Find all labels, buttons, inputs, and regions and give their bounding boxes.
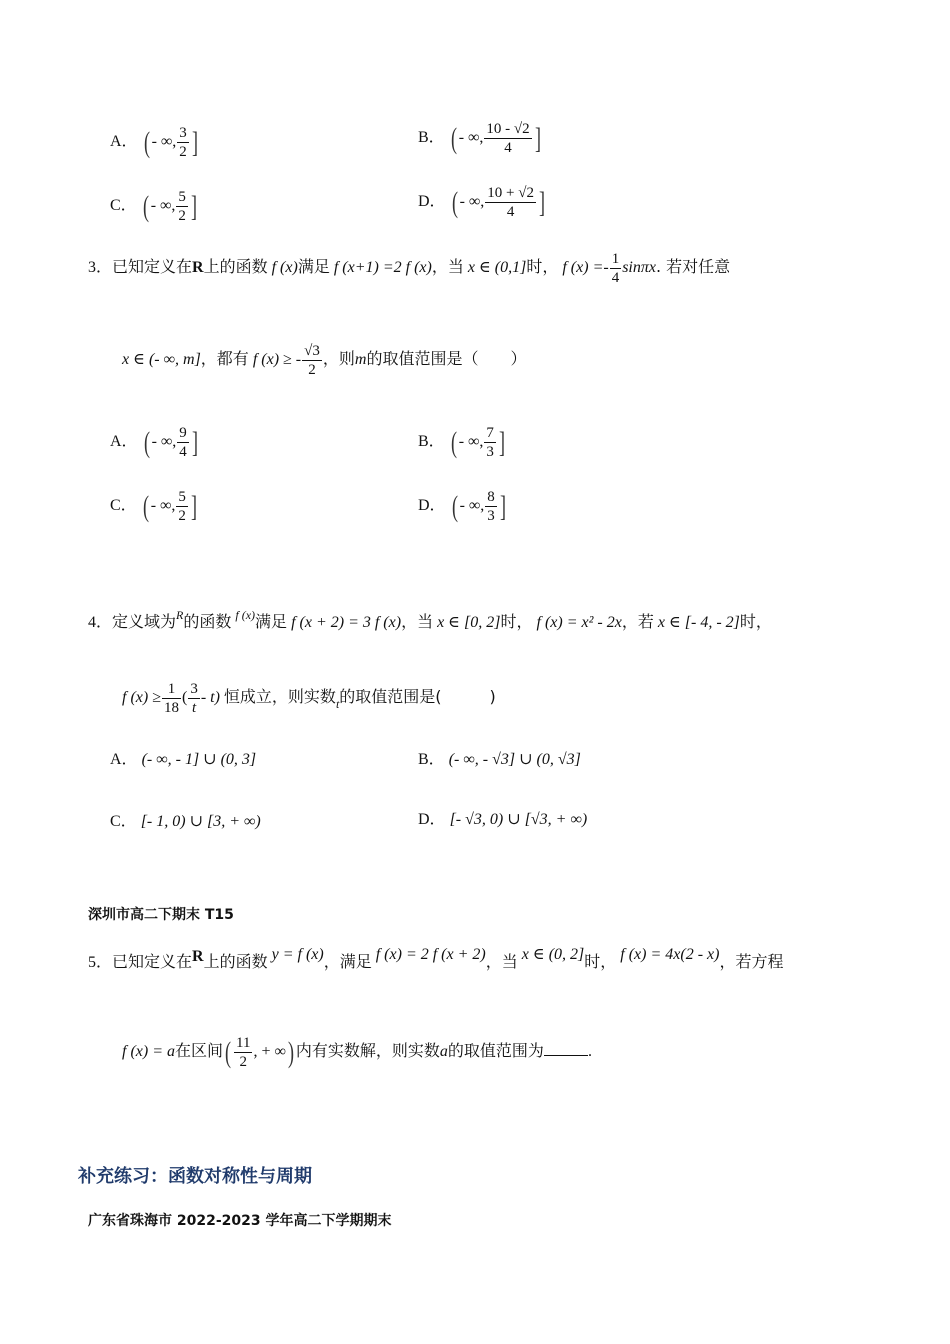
fraction: $\frac{5}{2}$ (178, 489, 186, 524)
q3-stem-line2: x ∈ (- ∞, m]，都有 f (x) ≥ - $\frac{√3}{2}$ ，则m的取值范围是（ ） (122, 343, 527, 378)
q4-option-d[interactable]: D． [- √3, 0) ∪ [√3, + ∞) (418, 811, 588, 828)
fraction: $\frac{9}{4}$ (179, 425, 187, 460)
q2-option-a[interactable]: A． ( - ∞, $\frac{3}{2}$ ] (110, 125, 198, 160)
q3-option-a[interactable]: A． ( - ∞, $\frac{9}{4}$ ] (110, 425, 198, 460)
fraction: $\frac{11}{2}$ (236, 1035, 251, 1070)
option-label: A． (110, 751, 138, 768)
q3-option-d[interactable]: D． ( - ∞, $\frac{8}{3}$ ] (418, 489, 506, 524)
option-label: C． (110, 813, 137, 830)
fraction: $\frac{5}{2}$ (178, 189, 186, 224)
source-label: 广东省珠海市 2022-2023 学年高二下学期期末 (88, 1213, 392, 1229)
q5-stem-line1: 5．已知定义在R上的函数 y = f (x)，满足 f (x) = 2 f (x + 2)，当 x ∈ (0, 2]时， f (x) = 4x(2 - x)，若方程 (88, 946, 784, 971)
option-label: D． (418, 811, 446, 828)
source-label: 深圳市高二下期末 T15 (88, 907, 234, 923)
q4-option-a[interactable]: A． (- ∞, - 1] ∪ (0, 3] (110, 751, 257, 768)
fraction: $\frac{√3}{2}$ (304, 343, 320, 378)
q4-option-c[interactable]: C． [- 1, 0) ∪ [3, + ∞) (110, 813, 261, 830)
option-label: D． (418, 497, 446, 515)
fraction: $\frac{7}{3}$ (486, 425, 494, 460)
option-label: B． (418, 433, 445, 451)
q3-stem-line1: 3．已知定义在R上的函数 f (x)满足 f (x+1) =2 f (x)，当 x ∈ (0,1]时， f (x) =- $\frac{1}{4}$ sinπx. 若对任意 (88, 251, 731, 286)
q2-option-b[interactable]: B． ( - ∞, $\frac{10 - √2}{4}$ ] (418, 121, 541, 156)
option-label: A． (110, 133, 138, 151)
q4-stem-line1: 4．定义域为$^R$的函数 $^{f (x)}$满足 f (x + 2) = 3 f (x)，当 x ∈ [0, 2]时， f (x) = x² - 2x，若 x ∈ [- 4, - 2]时， (88, 608, 772, 631)
q5-stem-line2: f (x) = a在区间( $\frac{11}{2}$ , + ∞) 内有实数解，则实数a的取值范围为 . (122, 1035, 592, 1070)
fraction: $\frac{10 - √2}{4}$ (486, 121, 530, 156)
fraction: $\frac{1}{4}$ (611, 251, 620, 286)
option-label: B． (418, 129, 445, 147)
q2-option-c[interactable]: C． ( - ∞, $\frac{5}{2}$ ] (110, 189, 197, 224)
fraction: $\frac{1}{18}$ (163, 681, 179, 716)
fraction: $\frac{3}{2}$ (179, 125, 187, 160)
section-title: 补充练习：函数对称性与周期 (78, 1166, 312, 1187)
q4-option-b[interactable]: B． (- ∞, - √3] ∪ (0, √3] (418, 751, 581, 768)
option-label: A． (110, 433, 138, 451)
fraction: $\frac{3}{t}$ (190, 681, 198, 716)
fraction: $\frac{8}{3}$ (487, 489, 495, 524)
q4-stem-line2: f (x) ≥ $\frac{1}{18}$ ( $\frac{3}{t}$ - t) 恒成立，则实数$_t$的取值范围是( ) (122, 681, 496, 716)
q2-option-d[interactable]: D． ( - ∞, $\frac{10 + √2}{4}$ ] (418, 185, 545, 220)
q3-option-b[interactable]: B． ( - ∞, $\frac{7}{3}$ ] (418, 425, 505, 460)
answer-blank[interactable] (544, 1041, 588, 1056)
option-label: D． (418, 193, 446, 211)
option-label: C． (110, 197, 137, 215)
option-label: C． (110, 497, 137, 515)
fraction: $\frac{10 + √2}{4}$ (487, 185, 534, 220)
option-label: B． (418, 751, 445, 768)
q3-option-c[interactable]: C． ( - ∞, $\frac{5}{2}$ ] (110, 489, 197, 524)
